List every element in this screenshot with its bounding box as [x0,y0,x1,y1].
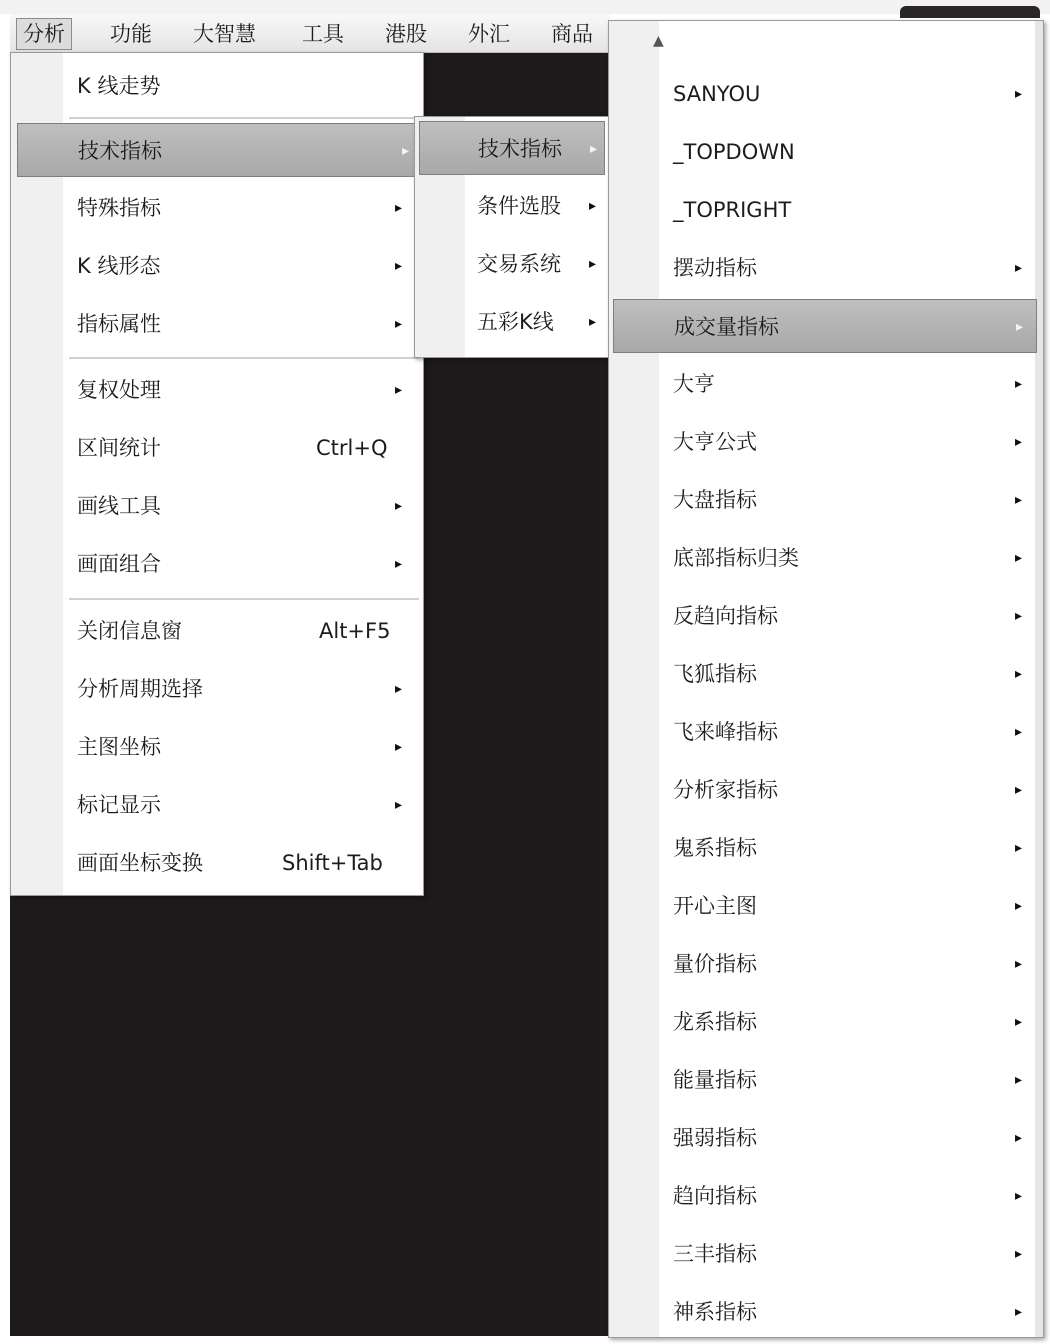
category-item-volume-price[interactable]: 量价指标 ▸ [609,937,1035,991]
category-item-energy[interactable]: 能量指标 ▸ [609,1053,1035,1107]
category-item-volume[interactable]: 成交量指标 ▸ [613,299,1037,353]
shortcut-label: Alt+F5 [319,619,391,643]
menu-item-mark-display[interactable]: 标记显示 ▸ [11,778,423,832]
category-item-analyst[interactable]: 分析家指标 ▸ [609,763,1035,817]
submenu-arrow-icon: ▸ [1016,319,1024,335]
category-item-kaixin[interactable]: 开心主图 ▸ [609,879,1035,933]
category-item-feilaifeng[interactable]: 飞来峰指标 ▸ [609,705,1035,759]
category-item-sanfeng[interactable]: 三丰指标 ▸ [609,1227,1035,1281]
submenu-arrow-icon: ▸ [1015,1130,1023,1146]
category-item-shen[interactable]: 神系指标 ▸ [609,1285,1035,1339]
category-item-counter-trend[interactable]: 反趋向指标 ▸ [609,589,1035,643]
submenu-arrow-icon: ▸ [1015,898,1023,914]
submenu-arrow-icon: ▸ [1015,1014,1023,1030]
shortcut-label: Shift+Tab [282,851,383,875]
submenu-arrow-icon: ▸ [589,256,597,272]
shortcut-label: Ctrl+Q [316,436,388,460]
submenu-arrow-icon: ▸ [590,141,598,157]
submenu-item-colored-kline[interactable]: 五彩K线 ▸ [415,295,609,349]
category-item-daheng-formula[interactable]: 大亨公式 ▸ [609,415,1035,469]
menu-item-drawing-tools[interactable]: 画线工具 ▸ [11,479,423,533]
menubar-item-commodities[interactable]: 商品 [551,22,593,46]
category-item-sanyou[interactable]: SANYOU ▸ [609,67,1035,121]
menu-item-axis-transform[interactable]: 画面坐标变换 Shift+Tab [11,836,423,890]
menu-item-main-chart-axis[interactable]: 主图坐标 ▸ [11,720,423,774]
submenu-arrow-icon: ▸ [395,200,403,216]
category-item-daheng[interactable]: 大亨 ▸ [609,357,1035,411]
submenu-arrow-icon: ▸ [1015,782,1023,798]
submenu-arrow-icon: ▸ [1015,666,1023,682]
submenu-arrow-icon: ▸ [395,316,403,332]
analysis-dropdown-menu [10,52,424,896]
submenu-arrow-icon: ▸ [1015,724,1023,740]
category-item-market[interactable]: 大盘指标 ▸ [609,473,1035,527]
window-top-tab [900,6,1040,18]
submenu-arrow-icon: ▸ [402,143,410,159]
submenu-arrow-icon: ▸ [1015,434,1023,450]
submenu-arrow-icon: ▸ [395,556,403,572]
menu-item-kline-trend[interactable]: K 线走势 [77,74,161,98]
menubar-item-hkstocks[interactable]: 港股 [385,22,427,46]
category-item-bottom[interactable]: 底部指标归类 ▸ [609,531,1035,585]
category-item-gui[interactable]: 鬼系指标 ▸ [609,821,1035,875]
menubar-item-analysis[interactable]: 分析 [16,18,72,50]
submenu-item-technical-indicators[interactable]: 技术指标 ▸ [419,121,605,175]
submenu-arrow-icon: ▸ [1015,550,1023,566]
submenu-item-stock-screening[interactable]: 条件选股 ▸ [415,179,609,233]
menu-right-edge [1035,21,1043,1337]
menubar-item-tools[interactable]: 工具 [302,22,344,46]
menu-item-interval-stats[interactable]: 区间统计 Ctrl+Q [11,421,423,475]
submenu-arrow-icon: ▸ [1015,608,1023,624]
menu-item-rights-adjustment[interactable]: 复权处理 ▸ [11,363,423,417]
indicator-category-submenu [608,20,1044,1338]
menu-separator [69,117,419,120]
category-item-strength[interactable]: 强弱指标 ▸ [609,1111,1035,1165]
menu-separator [69,357,419,360]
submenu-arrow-icon: ▸ [395,498,403,514]
menu-item-period-select[interactable]: 分析周期选择 ▸ [11,662,423,716]
menubar-item-forex[interactable]: 外汇 [468,22,510,46]
submenu-arrow-icon: ▸ [395,797,403,813]
submenu-arrow-icon: ▸ [395,382,403,398]
submenu-arrow-icon: ▸ [1015,1246,1023,1262]
submenu-arrow-icon: ▸ [1015,260,1023,276]
scroll-up-icon[interactable]: ▲ [653,33,664,49]
submenu-arrow-icon: ▸ [1015,86,1023,102]
menu-item-screen-layout[interactable]: 画面组合 ▸ [11,537,423,591]
menubar-item-function[interactable]: 功能 [110,22,152,46]
technical-indicators-submenu [414,116,610,358]
category-item-oscillator[interactable]: 摆动指标 ▸ [609,241,1035,295]
submenu-arrow-icon: ▸ [1015,1188,1023,1204]
submenu-arrow-icon: ▸ [1015,1072,1023,1088]
submenu-arrow-icon: ▸ [589,314,597,330]
menu-item-kline-pattern[interactable]: K 线形态 ▸ [11,239,423,293]
menu-bar [10,14,610,53]
menu-item-indicator-properties[interactable]: 指标属性 ▸ [11,297,423,351]
submenu-item-trading-system[interactable]: 交易系统 ▸ [415,237,609,291]
submenu-arrow-icon: ▸ [1015,956,1023,972]
category-item-topright[interactable]: _TOPRIGHT [673,198,792,222]
menu-item-close-info-window[interactable]: 关闭信息窗 Alt+F5 [11,604,423,658]
category-item-trend[interactable]: 趋向指标 ▸ [609,1169,1035,1223]
menubar-item-dazhihui[interactable]: 大智慧 [193,22,256,46]
window-top-strip [0,0,1050,14]
menu-item-technical-indicators[interactable]: 技术指标 ▸ [17,123,417,177]
submenu-arrow-icon: ▸ [395,258,403,274]
category-item-long[interactable]: 龙系指标 ▸ [609,995,1035,1049]
submenu-arrow-icon: ▸ [589,198,597,214]
menu-item-special-indicators[interactable]: 特殊指标 ▸ [11,181,423,235]
submenu-arrow-icon: ▸ [1015,376,1023,392]
category-item-topdown[interactable]: _TOPDOWN [673,140,795,164]
submenu-arrow-icon: ▸ [1015,1304,1023,1320]
submenu-arrow-icon: ▸ [1015,840,1023,856]
category-item-feihu[interactable]: 飞狐指标 ▸ [609,647,1035,701]
menu-separator [69,598,419,601]
submenu-arrow-icon: ▸ [395,739,403,755]
submenu-arrow-icon: ▸ [395,681,403,697]
submenu-arrow-icon: ▸ [1015,492,1023,508]
